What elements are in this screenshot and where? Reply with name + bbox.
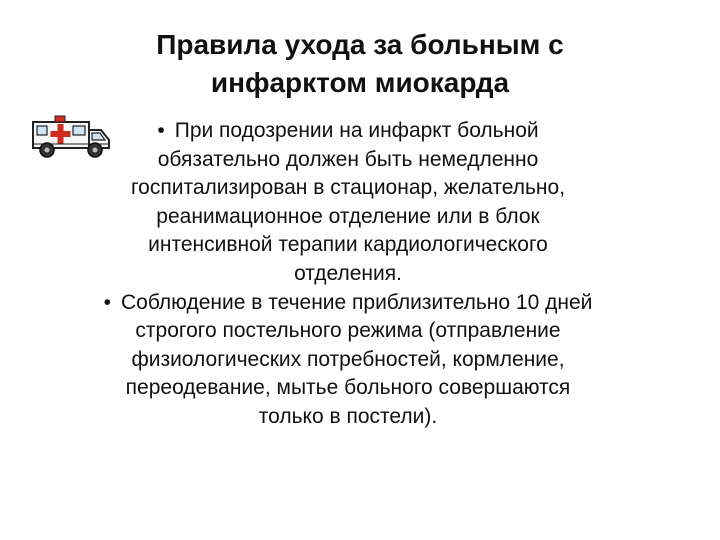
bullet-line [48, 117, 648, 146]
bullet-line: обязательно должен быть немедленно [157, 147, 539, 171]
bullet-text: Соблюдение в течение приблизительно 10 дней [120, 290, 593, 314]
bullet-text: При подозрении на инфаркт больной [174, 119, 539, 142]
bullet-marker: • [103, 290, 111, 314]
slide-title [40, 26, 680, 102]
bullet-item [48, 117, 648, 289]
title-line: инфарктом миокарда [210, 67, 510, 98]
bullet-line: переодевание, мытье больного совершаются [125, 376, 571, 400]
title-line: Правила ухода за больным с [156, 29, 564, 60]
slide-body [48, 117, 648, 432]
bullet-line: физиологических потребностей, кормление, [131, 347, 565, 371]
bullet-line: только в постели). [258, 404, 438, 428]
bullet-line [48, 289, 648, 318]
bullet-line: строгого постельного режима (отправление [135, 319, 561, 343]
bullet-marker: • [157, 119, 165, 142]
bullet-item [48, 289, 648, 432]
bullet-line: отделения. [294, 261, 402, 285]
bullet-line: госпитализирован в стационар, желательно, [130, 176, 566, 200]
bullet-line: интенсивной терапии кардиологического [148, 233, 548, 257]
bullet-line: реанимационное отделение или в блок [156, 204, 540, 228]
